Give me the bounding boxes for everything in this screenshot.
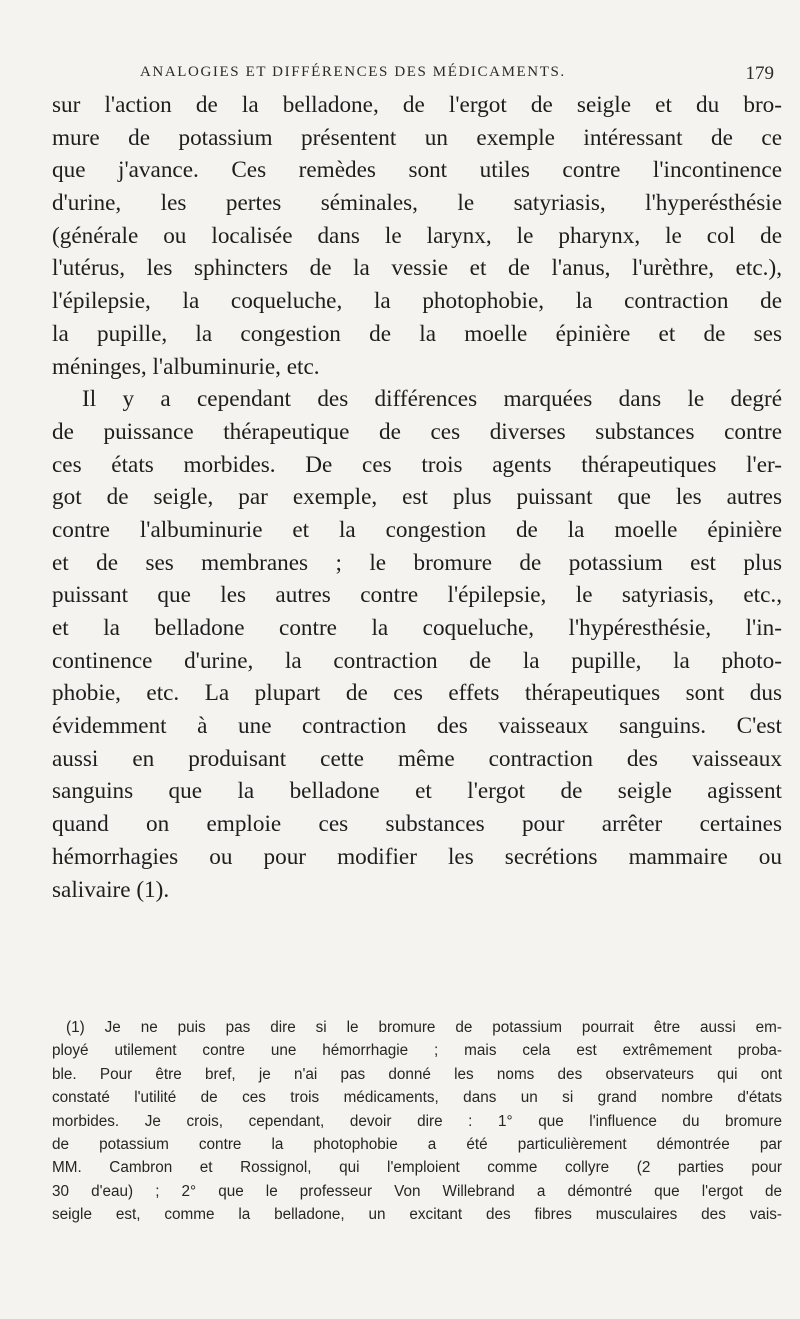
- footnote-line: MM. Cambron et Rossignol, qui l'emploient comme collyre (2 parties pour: [52, 1159, 782, 1177]
- footnote: [52, 1016, 782, 1227]
- text-line: l'épilepsie, la coqueluche, la photophobie, la contraction de: [52, 288, 782, 315]
- text-line: hémorrhagies ou pour modifier les secrétions mammaire ou: [52, 843, 782, 870]
- text-line: phobie, etc. La plupart de ces effets thérapeutiques sont dus: [52, 680, 782, 707]
- text-line: de puissance thérapeutique de ces diverses substances contre: [52, 418, 782, 445]
- text-line: méninges, l'albuminurie, etc.: [52, 353, 320, 380]
- text-line: sur l'action de la belladone, de l'ergot de seigle et du bro-: [52, 92, 782, 118]
- footnote-line: (1) Je ne puis pas dire si le bromure de potassium pourrait être aussi em-: [66, 1019, 782, 1036]
- text-line: continence d'urine, la contraction de la pupille, la photo-: [52, 647, 782, 674]
- text-line: salivaire (1).: [52, 876, 170, 903]
- text-line: got de seigle, par exemple, est plus puissant que les autres: [52, 484, 782, 511]
- footnote-line: morbides. Je crois, cependant, devoir dire : 1° que l'influence du bromure: [52, 1112, 782, 1130]
- footnote-line: de potassium contre la photophobie a été particulièrement démontrée par: [52, 1135, 782, 1153]
- footnote-line: 30 d'eau) ; 2° que le professeur Von Willebrand a démontré que l'ergot de: [52, 1182, 782, 1200]
- text-line: aussi en produisant cette même contraction des vaisseaux: [52, 745, 782, 772]
- text-line: sanguins que la belladone et l'ergot de seigle agissent: [52, 778, 782, 805]
- footnote-line: ble. Pour être bref, je n'ai pas donné les noms des observateurs qui ont: [52, 1065, 782, 1083]
- footnote-line: ployé utilement contre une hémorrhagie ; mais cela est extrêmement proba-: [52, 1042, 782, 1060]
- text-line: l'utérus, les sphincters de la vessie et de l'anus, l'urèthre, etc.),: [52, 255, 782, 282]
- text-line: que j'avance. Ces remèdes sont utiles contre l'incontinence: [52, 157, 782, 184]
- text-line: et la belladone contre la coqueluche, l'hypéresthésie, l'in-: [52, 615, 782, 641]
- main-text: [52, 89, 782, 906]
- page-header: [140, 64, 774, 90]
- text-line: évidemment à une contraction des vaisseaux sanguins. C'est: [52, 713, 782, 740]
- text-line: puissant que les autres contre l'épilepsie, le satyriasis, etc.,: [52, 582, 782, 609]
- text-line: mure de potassium présentent un exemple intéressant de ce: [52, 124, 782, 151]
- text-line: (générale ou localisée dans le larynx, le pharynx, le col de: [52, 222, 782, 249]
- footnote-line: seigle est, comme la belladone, un excitant des fibres musculaires des vais-: [52, 1206, 782, 1224]
- text-line: Il y a cependant des différences marquées dans le degré: [82, 386, 782, 413]
- text-line: contre l'albuminurie et la congestion de la moelle épinière: [52, 516, 782, 543]
- text-line: quand on emploie ces substances pour arrêter certaines: [52, 811, 782, 838]
- text-line: la pupille, la congestion de la moelle épinière et de ses: [52, 320, 782, 347]
- text-line: et de ses membranes ; le bromure de potassium est plus: [52, 549, 782, 576]
- running-head: ANALOGIES ET DIFFÉRENCES DES MÉDICAMENTS.: [140, 64, 566, 80]
- footnote-line: constaté l'utilité de ces trois médicaments, dans un si grand nombre d'états: [52, 1089, 782, 1107]
- page-number: 179: [745, 63, 774, 84]
- text-line: ces états morbides. De ces trois agents thérapeutiques l'er-: [52, 451, 782, 478]
- text-line: d'urine, les pertes séminales, le satyriasis, l'hyperésthésie: [52, 190, 782, 217]
